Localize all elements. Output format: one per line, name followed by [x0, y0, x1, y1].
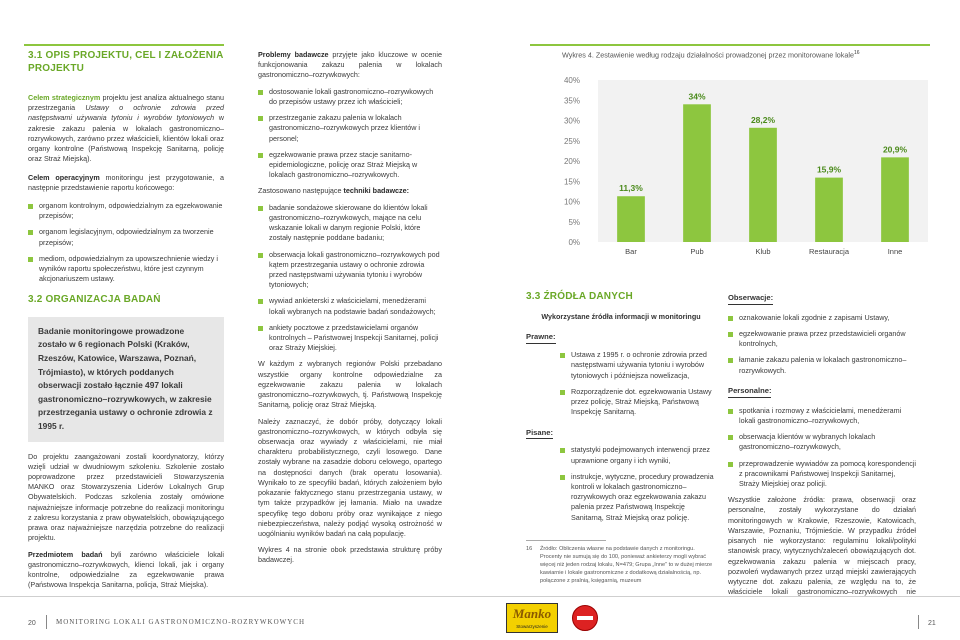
- list-item: przestrzeganie zakazu palenia w lokalach gastronomiczno–rozrywkowych przez klientów i personel;: [258, 113, 442, 144]
- list-item: instrukcje, wytyczne, procedury prowadzenia kontroli w lokalach gastronomiczno–rozrywkowych oraz egzekwowania zakazu palenia przez Państwową Inspekcję Sanitarną, Straż Miejską oraz policję.: [560, 472, 716, 523]
- section-3-2-title: 3.2 ORGANIZACJA BADAŃ: [28, 293, 161, 305]
- list-item: egzekwowanie prawa przez przedstawicieli organów kontrolnych,: [728, 329, 916, 349]
- pisane-label: Pisane:: [526, 428, 553, 440]
- techniques-list: [258, 203, 442, 354]
- page-number-left: 20: [28, 620, 36, 627]
- bar-value-label: 20,9%: [882, 144, 908, 155]
- problems-list: [258, 87, 442, 181]
- publication-title: MONITORING LOKALI GASTRONOMICZNO-ROZRYWKOWYCH: [56, 618, 306, 626]
- footnote-number: 16: [526, 546, 533, 552]
- y-tick-label: 25%: [563, 136, 580, 146]
- paragraph-sampling: Należy zaznaczyć, że dobór próby, dotyczący lokali gastronomiczno–rozrywkowych, w których odbyła się obserwacja oraz wywiady z właścicielami, nie miał charakteru probabilistycznego, czyli losowego. Dane zostały wybrane na zasadzie doboru celowego, opartego na dostępności danych (brak operatu losowania). Wynikało to ze specyfiki badań, których założeniem było pokazanie faktycznego stanu przestrzegania ustawy, w tym także przypadków jej łamania. Miało na uwadze specyfikę tego doboru próby oraz wynikające z niego niebezpieczeństwa, należy podjąć wysoką ostrożność w uogólnianiu wyników badań na całą populację.: [258, 416, 442, 538]
- list-item: ankiety pocztowe z przedstawicielami organów kontrolnych – Państwowej Inspekcji Sanitarnej, policji oraz Straży Miejskiej.: [258, 323, 442, 354]
- manko-logo: Manko Stowarzyszenie: [506, 603, 558, 633]
- chart-title: Wykres 4. Zestawienie według rodzaju działalności prowadzonej przez monitorowane lokale$^{16}$: [562, 50, 860, 60]
- x-tick-label: Klub: [755, 247, 771, 256]
- x-tick-label: Inne: [887, 247, 903, 256]
- paragraph-coordinators: Do projektu zaangażowani zostali koordynatorzy, którzy wzięli udział w dwudniowym szkoleniu. Szkolenie zostało poprowadzone przez przedstawicieli Stowarzyszenia MANKO oraz Stowarzyszenia Liderów Lokalnych Grup Obywatelskich. Podczas szkolenia zostały omówione najważniejsze informacje potrzebne do realizacji monitoringu z zakresu korzystania z praw obywatelskich, obowiązującego prawa oraz najważniejsze narzędzia potrzebne do realizacji projektu.: [28, 451, 224, 543]
- y-tick-label: 15%: [563, 177, 580, 187]
- right-header-rule: [530, 44, 930, 46]
- pisane-block: [526, 428, 716, 523]
- paragraph-strategic: Celem strategicznym projektu jest analiza aktualnego stanu przestrzegania Ustawy o ochronie zdrowia przed następstwami używania tytoniu i wyrobów tytoniowych w zakresie zakazu palenia w lokalach gastronomiczno–rozrywkowych, zarówno przez właścicieli, klientów lokali oraz organy kontrolne (Państwową Inspekcję Sanitarną, policję oraz Straż Miejską).: [28, 93, 225, 164]
- pisane-list: [560, 445, 716, 523]
- list-item: oznakowanie lokali zgodnie z zapisami Ustawy,: [728, 313, 916, 323]
- paragraph-problems: Problemy badawcze przyjęte jako kluczowe w ocenie funkcjonowania zakazu palenia w lokalach gastronomiczno–rozrywkowych:: [258, 50, 442, 80]
- list-item: spotkania i rozmowy z właścicielami, menedżerami lokali gastronomiczno–rozrywkowych,: [728, 406, 916, 426]
- list-item: Rozporządzenie dot. egzekwowania Ustawy przez policję, Straż Miejską, Państwową Inspekcję Sanitarną.: [560, 387, 716, 418]
- y-tick-label: 20%: [563, 157, 580, 166]
- y-tick-label: 35%: [563, 96, 580, 106]
- bar: [815, 178, 843, 242]
- bar-value-label: 15,9%: [816, 164, 842, 175]
- right-column: [728, 293, 916, 614]
- footer-separator: [46, 615, 47, 629]
- bar: [881, 157, 909, 242]
- list-item: obserwacja klientów w wybranych lokalach gastronomiczno–rozrywkowych,: [728, 432, 916, 452]
- bar-value-label: 28,2%: [750, 114, 776, 125]
- section-3-1-title: 3.1 OPIS PROJEKTU, CEL I ZAŁOŻENIA PROJEKTU: [28, 50, 224, 74]
- middle-column: [258, 50, 442, 572]
- paragraph-regions: W każdym z wybranych regionów Polski przebadano wszystkie organy kontrolne odpowiedzialne za egzekwowanie zakazu palenia w lokalach gastronomiczno–rozrywkowych, tj. Państwową Inspekcję Sanitarną, policję oraz Straż Miejską.: [258, 359, 442, 410]
- y-tick-label: 10%: [563, 197, 580, 207]
- list-item: badanie sondażowe skierowane do klientów lokali gastronomiczno–rozrywkowych, mające na celu wskazanie lokali w danym regionie Polski, które zostały następnie poddane badaniu;: [258, 203, 442, 244]
- page-footer: [0, 596, 960, 640]
- y-tick-label: 0%: [568, 238, 580, 247]
- list-item: łamanie zakazu palenia w lokalach gastronomiczno–rozrywkowych.: [728, 355, 916, 375]
- y-tick-label: 40%: [563, 76, 580, 85]
- left-header-rule: [24, 44, 224, 46]
- no-smoking-icon: [572, 605, 598, 631]
- footnote-rule: [526, 540, 606, 541]
- paragraph-techniques: Zastosowano następujące techniki badawcze:: [258, 186, 410, 196]
- list-item: przeprowadzenie wywiadów za pomocą korespondencji z pracownikami Państwowej Inspekcji Sanitarnej, Straży Miejskiej oraz policji.: [728, 459, 916, 490]
- paragraph-subject: Przedmiotem badań byli zarówno właściciele lokali gastronomiczno–rozrywkowych, klienci lokali, jak i organy kontrolne, odpowiedzialne za egzekwowanie prawa (Państwowa Inspekcja Sanitarna, policja, Straż Miejska).: [28, 549, 225, 590]
- prawne-list: [560, 350, 716, 417]
- list-item: mediom, odpowiedzialnym za upowszechnienie wiedzy i wyników raportu społeczeństwu, które jest czynnym akcjonariuszem ustawy.: [28, 254, 224, 285]
- left-column: [28, 50, 224, 596]
- bar-value-label: 11,3%: [619, 183, 643, 194]
- sources-column: [526, 290, 716, 529]
- prawne-block: [526, 332, 716, 417]
- bar-value-label: 34%: [688, 91, 706, 102]
- bar-chart: [556, 74, 936, 274]
- obs-list: [728, 313, 916, 376]
- obs-label: Obserwacje:: [728, 293, 773, 305]
- list-item: organom kontrolnym, odpowiedzialnym za egzekwowanie przepisów;: [28, 201, 224, 221]
- page-number-right: 21: [928, 620, 936, 627]
- list-item: dostosowanie lokali gastronomiczno–rozrywkowych do przepisów ustawy przez ich właścicieli;: [258, 87, 442, 107]
- paragraph-operational: Celem operacyjnym monitoringu jest przygotowanie, a następnie przedstawienie raportu końcowego:: [28, 172, 224, 192]
- list-item: organom legislacyjnym, odpowiedzialnym za tworzenie przepisów;: [28, 227, 224, 247]
- section-3-3-title: 3.3 ŹRÓDŁA DANYCH: [526, 291, 633, 302]
- pers-label: Personalne:: [728, 386, 771, 398]
- pers-list: [728, 406, 916, 490]
- list-item: Ustawa z 1995 r. o ochronie zdrowia przed następstwami używania tytoniu i wyrobów tytoniowych i późniejsza nowelizacja,: [560, 350, 716, 381]
- footer-separator: [918, 615, 919, 629]
- y-tick-label: 5%: [568, 217, 580, 227]
- bar: [617, 196, 645, 242]
- paragraph-final: Wszystkie założone źródła: prawa, obserwacji oraz personalne, zostały wykorzystane do działań monitoringowych w Krakowie, Rzeszowie, Katowicach, Warszawie, Poznaniu, Trójmieście. W przypadku źródeł pisanych nie wykorzystano: regulaminu lokali/polityki stanowisk pracy, wytycznych/zaleceń obowiązujących dot. egzekwowania zakazu palenia w miejscach pracy, pozwoleń wydawanych przez urząd miejski zawierających wytyczne dot. zakazu palenia, ze względu na to, że właściciele lokali gastronomiczno–rozrywkowych nie: [728, 495, 916, 597]
- footnote: [526, 540, 716, 586]
- list-item: wywiad ankieterski z właścicielami, menedżerami lokali wybranych na podstawie badań sondażowych;: [258, 296, 442, 316]
- highlight-box: Badanie monitoringowe prowadzone zostało w 6 regionach Polski (Kraków, Rzeszów, Katowice, Warszawa, Poznań, Trójmiasto), w których poddanych obserwacji zostało łącznie 497 lokali gastronomiczno–rozrywkowych, w zakresie przestrzegania ustawy o ochronie zdrowia z 1995 r.: [28, 317, 224, 442]
- sources-subtitle: Wykorzystane źródła informacji w monitoringu: [541, 312, 701, 322]
- x-tick-label: Pub: [690, 247, 704, 256]
- list-item: obserwacja lokali gastronomiczno–rozrywkowych pod kątem przestrzegania ustawy o ochronie zdrowia przed następstwami używania tytoniu i wyrobów tytoniowych;: [258, 250, 442, 291]
- bar: [683, 104, 711, 242]
- recipients-list: [28, 201, 224, 285]
- footnote-text: Źródło: Obliczenia własne na podstawie danych z monitoringu. Procenty nie sumują się do 100, ponieważ ankieterzy mogli wybrać więcej niż jeden rodzaj lokalu, N=479; Grupa „Inne” to w dużej mierze kawiarnie i lokale gastronomiczne z dodatkową działalnością, np. połączone z pralnią, księgarnią, muzeum: [540, 546, 713, 585]
- x-tick-label: Restauracja: [808, 247, 850, 256]
- x-tick-label: Bar: [625, 247, 637, 256]
- list-item: egzekwowanie prawa przez stacje sanitarno-epidemiologiczne, policję oraz Straż Miejską w lokalach gastronomiczno–rozrywkowych.: [258, 150, 442, 181]
- list-item: statystyki podejmowanych interwencji przez uprawnione organy i ich wyniki,: [560, 445, 716, 465]
- prawne-label: Prawne:: [526, 332, 556, 344]
- bar: [749, 128, 777, 242]
- y-tick-label: 30%: [563, 116, 580, 126]
- paragraph-chart-ref: Wykres 4 na stronie obok przedstawia strukturę próby badawczej.: [258, 545, 442, 565]
